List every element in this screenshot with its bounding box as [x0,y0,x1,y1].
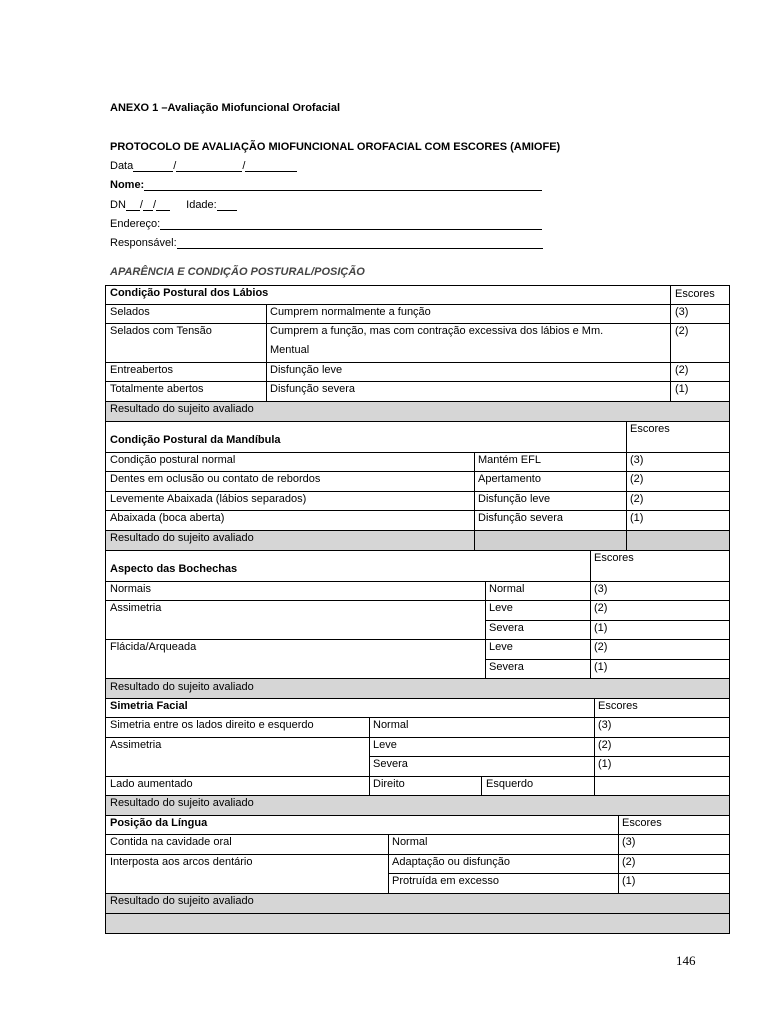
table-cell: Normal [392,836,428,848]
table-cell: Severa [489,661,524,673]
mandibula-title: Condição Postural da Mandíbula [110,434,281,446]
responsible-field [110,236,543,249]
score-cell: (3) [622,836,636,848]
table-cell: Disfunção leve [478,493,551,505]
labios-title: Condição Postural dos Lábios [110,287,269,299]
table-cell: Assimetria [110,739,162,751]
table-cell: Mantém EFL [478,454,541,466]
lingua-result-label: Resultado do sujeito avaliado [110,895,254,907]
score-cell: (1) [598,758,612,770]
table-cell: Severa [373,758,408,770]
date-field [110,159,297,172]
table-cell: Severa [489,622,524,634]
table-cell: Contida na cavidade oral [110,836,232,848]
lingua-result-bg-2 [106,914,730,933]
table-cell: Disfunção severa [478,512,563,524]
dn-label: DN [110,199,126,211]
table-cell: Mentual [270,344,310,356]
simetria-title: Simetria Facial [110,700,188,712]
year-line[interactable] [245,159,297,172]
table-cell: Leve [489,602,513,614]
table-cell: Simetria entre os lados direito e esquerdo [110,719,314,731]
labios-result-label: Resultado do sujeito avaliado [110,403,254,415]
slash: / [139,199,143,211]
score-cell: (1) [622,875,636,887]
score-cell: (3) [675,306,689,318]
protocol-title: PROTOCOLO DE AVALIAÇÃO MIOFUNCIONAL OROFACIAL COM ESCORES (AMIOFE) [110,141,561,153]
idade-line[interactable] [217,198,237,211]
score-cell: (3) [594,583,608,595]
table-cell: Protruída em excesso [392,875,499,887]
table-cell: Adaptação ou disfunção [392,856,511,868]
table-cell: Leve [489,641,513,653]
table-cell: Apertamento [478,473,541,485]
dn-day-line[interactable] [126,198,140,211]
dn-month-line[interactable] [143,198,153,211]
table-cell: Cumprem normalmente a função [270,306,431,318]
bochechas-result-label: Resultado do sujeito avaliado [110,681,254,693]
esquerdo-option[interactable]: Esquerdo [486,778,534,790]
table-cell: Disfunção leve [270,364,343,376]
idade-label: Idade: [186,199,217,211]
table-cell: Cumprem a função, mas com contração excessiva dos lábios e Mm. [270,325,604,337]
bochechas-scores-header: Escores [594,552,634,564]
score-cell: (3) [630,454,644,466]
name-line[interactable] [144,178,542,191]
bochechas-title: Aspecto das Bochechas [110,563,238,575]
day-line[interactable] [133,159,173,172]
table-cell: Assimetria [110,602,162,614]
date-label: Data [110,160,134,172]
lingua-title: Posição da Língua [110,817,208,829]
score-cell: (2) [598,739,612,751]
score-cell: (1) [630,512,644,524]
table-cell: Condição postural normal [110,454,236,466]
table-cell: Disfunção severa [270,383,355,395]
direito-option[interactable]: Direito [373,778,405,790]
score-cell: (2) [594,641,608,653]
address-line[interactable] [160,217,542,230]
name-label: Nome: [110,179,145,191]
mandibula-scores-header: Escores [630,423,670,435]
lado-aumentado-label: Lado aumentado [110,778,193,790]
simetria-scores-header: Escores [598,700,638,712]
table-cell: Flácida/Arqueada [110,641,197,653]
score-cell: (2) [675,325,689,337]
score-cell: (2) [594,602,608,614]
table-cell: Selados [110,306,150,318]
table-cell: Selados com Tensão [110,325,212,337]
dn-field [110,198,237,211]
lingua-scores-header: Escores [622,817,662,829]
score-cell: (2) [675,364,689,376]
address-label: Endereço: [110,218,161,230]
simetria-result-label: Resultado do sujeito avaliado [110,797,254,809]
page-number: 146 [676,953,696,968]
mandibula-result-label: Resultado do sujeito avaliado [110,532,254,544]
name-field [110,178,542,191]
score-cell: (2) [630,473,644,485]
table-cell: Totalmente abertos [110,383,204,395]
table-cell: Abaixada (boca aberta) [110,512,225,524]
slash: / [152,199,157,211]
table-cell: Entreabertos [110,364,173,376]
slash: / [173,160,177,172]
slash: / [242,160,246,172]
month-line[interactable] [176,159,242,172]
responsible-label: Responsável: [110,237,177,249]
annex-title: ANEXO 1 –Avaliação Miofuncional Orofacial [110,102,341,114]
score-cell: (2) [630,493,644,505]
score-cell: (2) [622,856,636,868]
score-cell: (3) [598,719,612,731]
responsible-line[interactable] [177,236,543,249]
table-cell: Normais [110,583,151,595]
dn-year-line[interactable] [156,198,170,211]
table-cell: Interposta aos arcos dentário [110,856,253,868]
mandibula-result-bg-2 [474,530,730,550]
labios-scores-header: Escores [675,288,715,300]
score-cell: (1) [594,622,608,634]
table-cell: Dentes em oclusão ou contato de rebordos [110,473,321,485]
score-cell: (1) [675,383,689,395]
address-field [110,217,542,230]
table-cell: Levemente Abaixada (lábios separados) [110,493,307,505]
table-cell: Normal [373,719,409,731]
table-cell: Leve [373,739,397,751]
score-cell: (1) [594,661,608,673]
table-cell: Normal [489,583,525,595]
section-heading: APARÊNCIA E CONDIÇÃO POSTURAL/POSIÇÃO [110,266,365,278]
